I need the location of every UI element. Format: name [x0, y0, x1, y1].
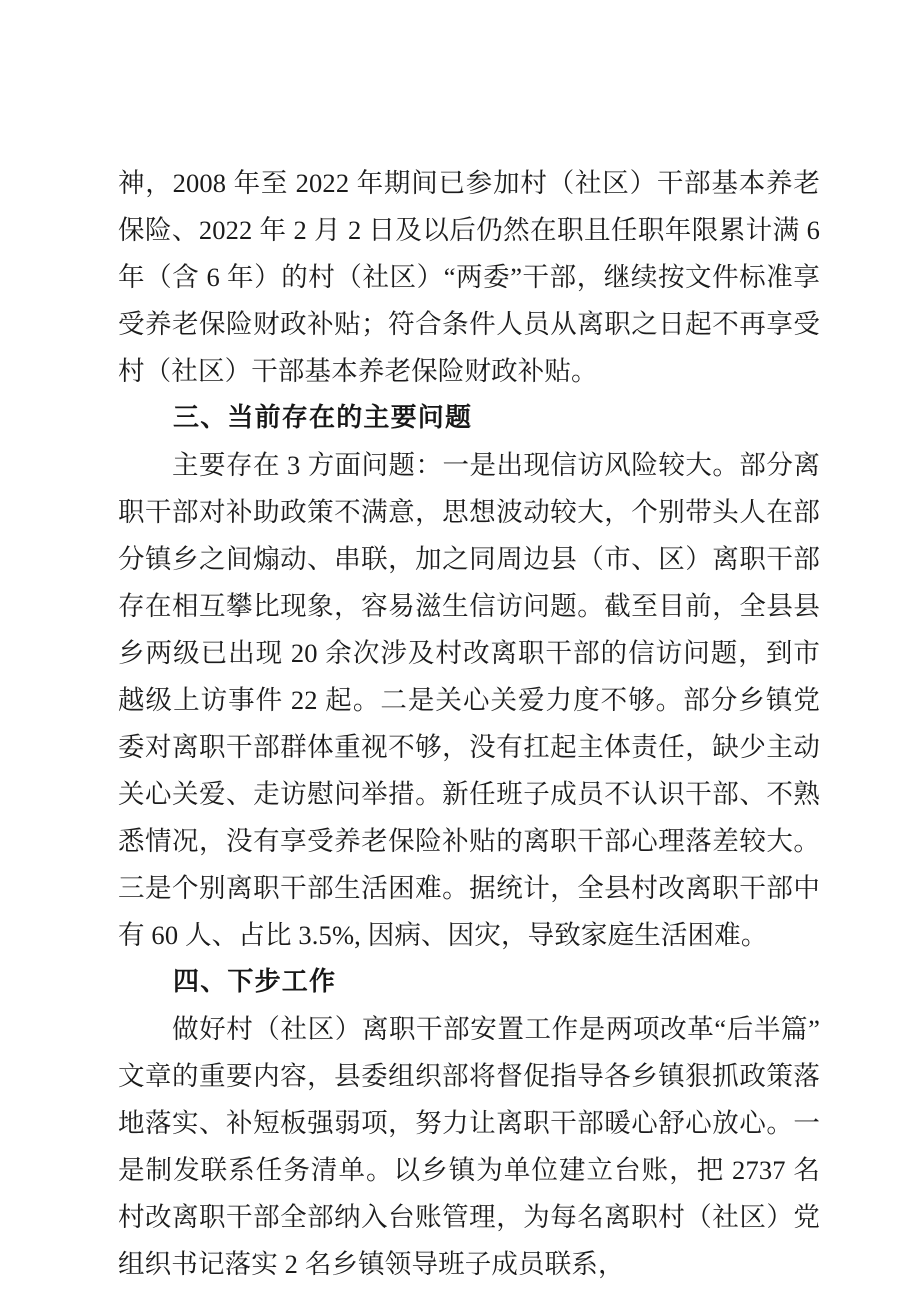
paragraph-main-problems: 主要存在 3 方面问题：一是出现信访风险较大。部分离职干部对补助政策不满意，思想波动较大，个别带头人在部分镇乡之间煽动、串联，加之同周边县（市、区）离职干部存在相互攀比现象，容易滋生信访问题。截至目前，全县县乡两级已出现 20 余次涉及村改离职干部的信访问题，到市越级上访事件 22 起。二是关心关爱力度不够。部分乡镇党委对离职干部群体重视不够，没有扛起主体责任，缺少主动关心关爱、走访慰问举措。新任班子成员不认识干部、不熟悉情况，没有享受养老保险补贴的离职干部心理落差较大。三是个别离职干部生活困难。据统计，全县村改离职干部中有 60 人、占比 3.5%, 因病、因灾，导致家庭生活困难。 [118, 450, 820, 950]
document-body [118, 160, 820, 1288]
paragraph-next-steps: 做好村（社区）离职干部安置工作是两项改革“后半篇”文章的重要内容，县委组织部将督促指导各乡镇狠抓政策落地落实、补短板强弱项，努力让离职干部暖心舒心放心。一是制发联系任务清单。以乡镇为单位建立台账，把 2737 名村改离职干部全部纳入台账管理，为每名离职村（社区）党组织书记落实 2 名乡镇领导班子成员联系， [118, 1014, 820, 1279]
paragraph-pension-policy: 神，2008 年至 2022 年期间已参加村（社区）干部基本养老保险、2022 年 2 月 2 日及以后仍然在职且任职年限累计满 6 年（含 6 年）的村（社区）“两委”干部，继续按文件标准享受养老保险财政补贴；符合条件人员从离职之日起不再享受村（社区）干部基本养老保险财政补贴。 [118, 168, 820, 386]
heading-section-three: 三、当前存在的主要问题 [173, 403, 473, 433]
heading-section-four: 四、下步工作 [173, 967, 337, 997]
